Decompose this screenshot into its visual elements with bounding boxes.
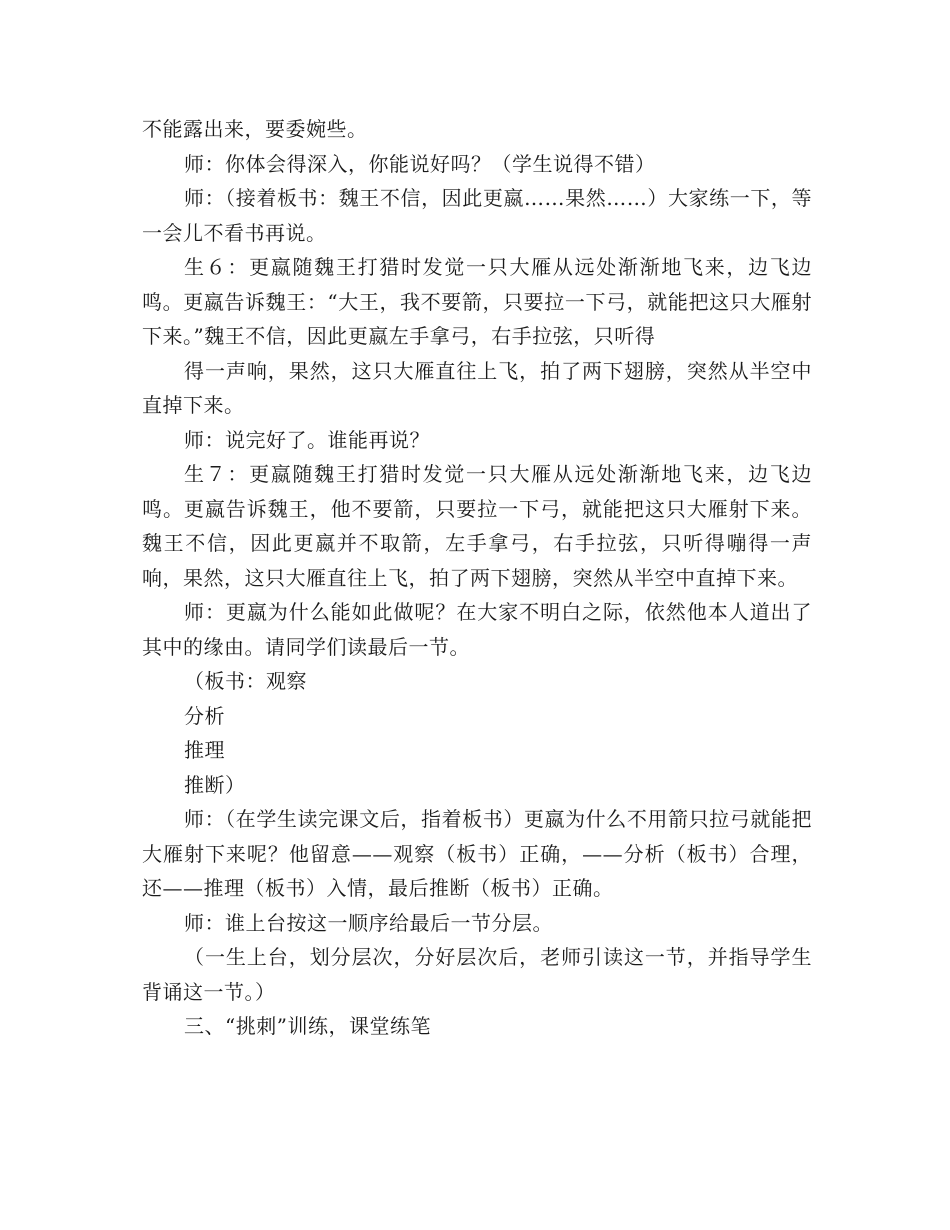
paragraph: 得一声响，果然，这只大雁直往上飞，拍了两下翅膀，突然从半空中直掉下来。: [142, 358, 812, 417]
section-heading: 三、“挑刺”训练，课堂练笔: [184, 1014, 431, 1038]
paragraph: （一生上台，划分层次，分好层次后，老师引读这一节，并指导学生背诵这一节。）: [142, 945, 812, 1004]
paragraph: 生６：更嬴随魏王打猎时发觉一只大雁从远处渐渐地飞来，边飞边鸣。更嬴告诉魏王：“大王，我不要箭，只要拉一下弓，就能把这只大雁射下来。”魏王不信，因此更嬴左手拿弓，右手拉弦，只听得: [142, 255, 812, 348]
paragraph: 师：（接着板书：魏王不信，因此更嬴……果然……）大家练一下，等一会儿不看书再说。: [142, 186, 812, 245]
blackboard-note-line: （板书：观察: [184, 669, 307, 693]
document-body: [142, 112, 812, 1044]
paragraph: 师：（在学生读完课文后，指着板书）更嬴为什么不用箭只拉弓就能把大雁射下来呢？他留意——观察（板书）正确，——分析（板书）合理，还——推理（板书）入情，最后推断（板书）正确。: [142, 807, 812, 900]
blackboard-note-line: 推断）: [184, 772, 246, 797]
blackboard-note-line: 推理: [184, 738, 225, 762]
paragraph: 师：说完好了。谁能再说？: [184, 427, 430, 452]
paragraph: 生７：更嬴随魏王打猎时发觉一只大雁从远处渐渐地飞来，边飞边鸣。更嬴告诉魏王，他不要箭，只要拉一下弓，就能把这只大雁射下来。魏王不信，因此更嬴并不取箭，左手拿弓，右手拉弦，只听得嘣得一声响，果然，这只大雁直往上飞，拍了两下翅膀，突然从半空中直掉下来。: [142, 462, 812, 590]
blackboard-note-line: 分析: [184, 703, 225, 728]
paragraph: 师：你体会得深入，你能说好吗？（学生说得不错）: [184, 151, 656, 176]
paragraph: 师：更嬴为什么能如此做呢？在大家不明白之际，依然他本人道出了其中的缘由。请同学们读最后一节。: [142, 600, 812, 659]
paragraph: 不能露出来，要委婉些。: [142, 117, 368, 141]
paragraph: 师：谁上台按这一顺序给最后一节分层。: [184, 910, 553, 935]
